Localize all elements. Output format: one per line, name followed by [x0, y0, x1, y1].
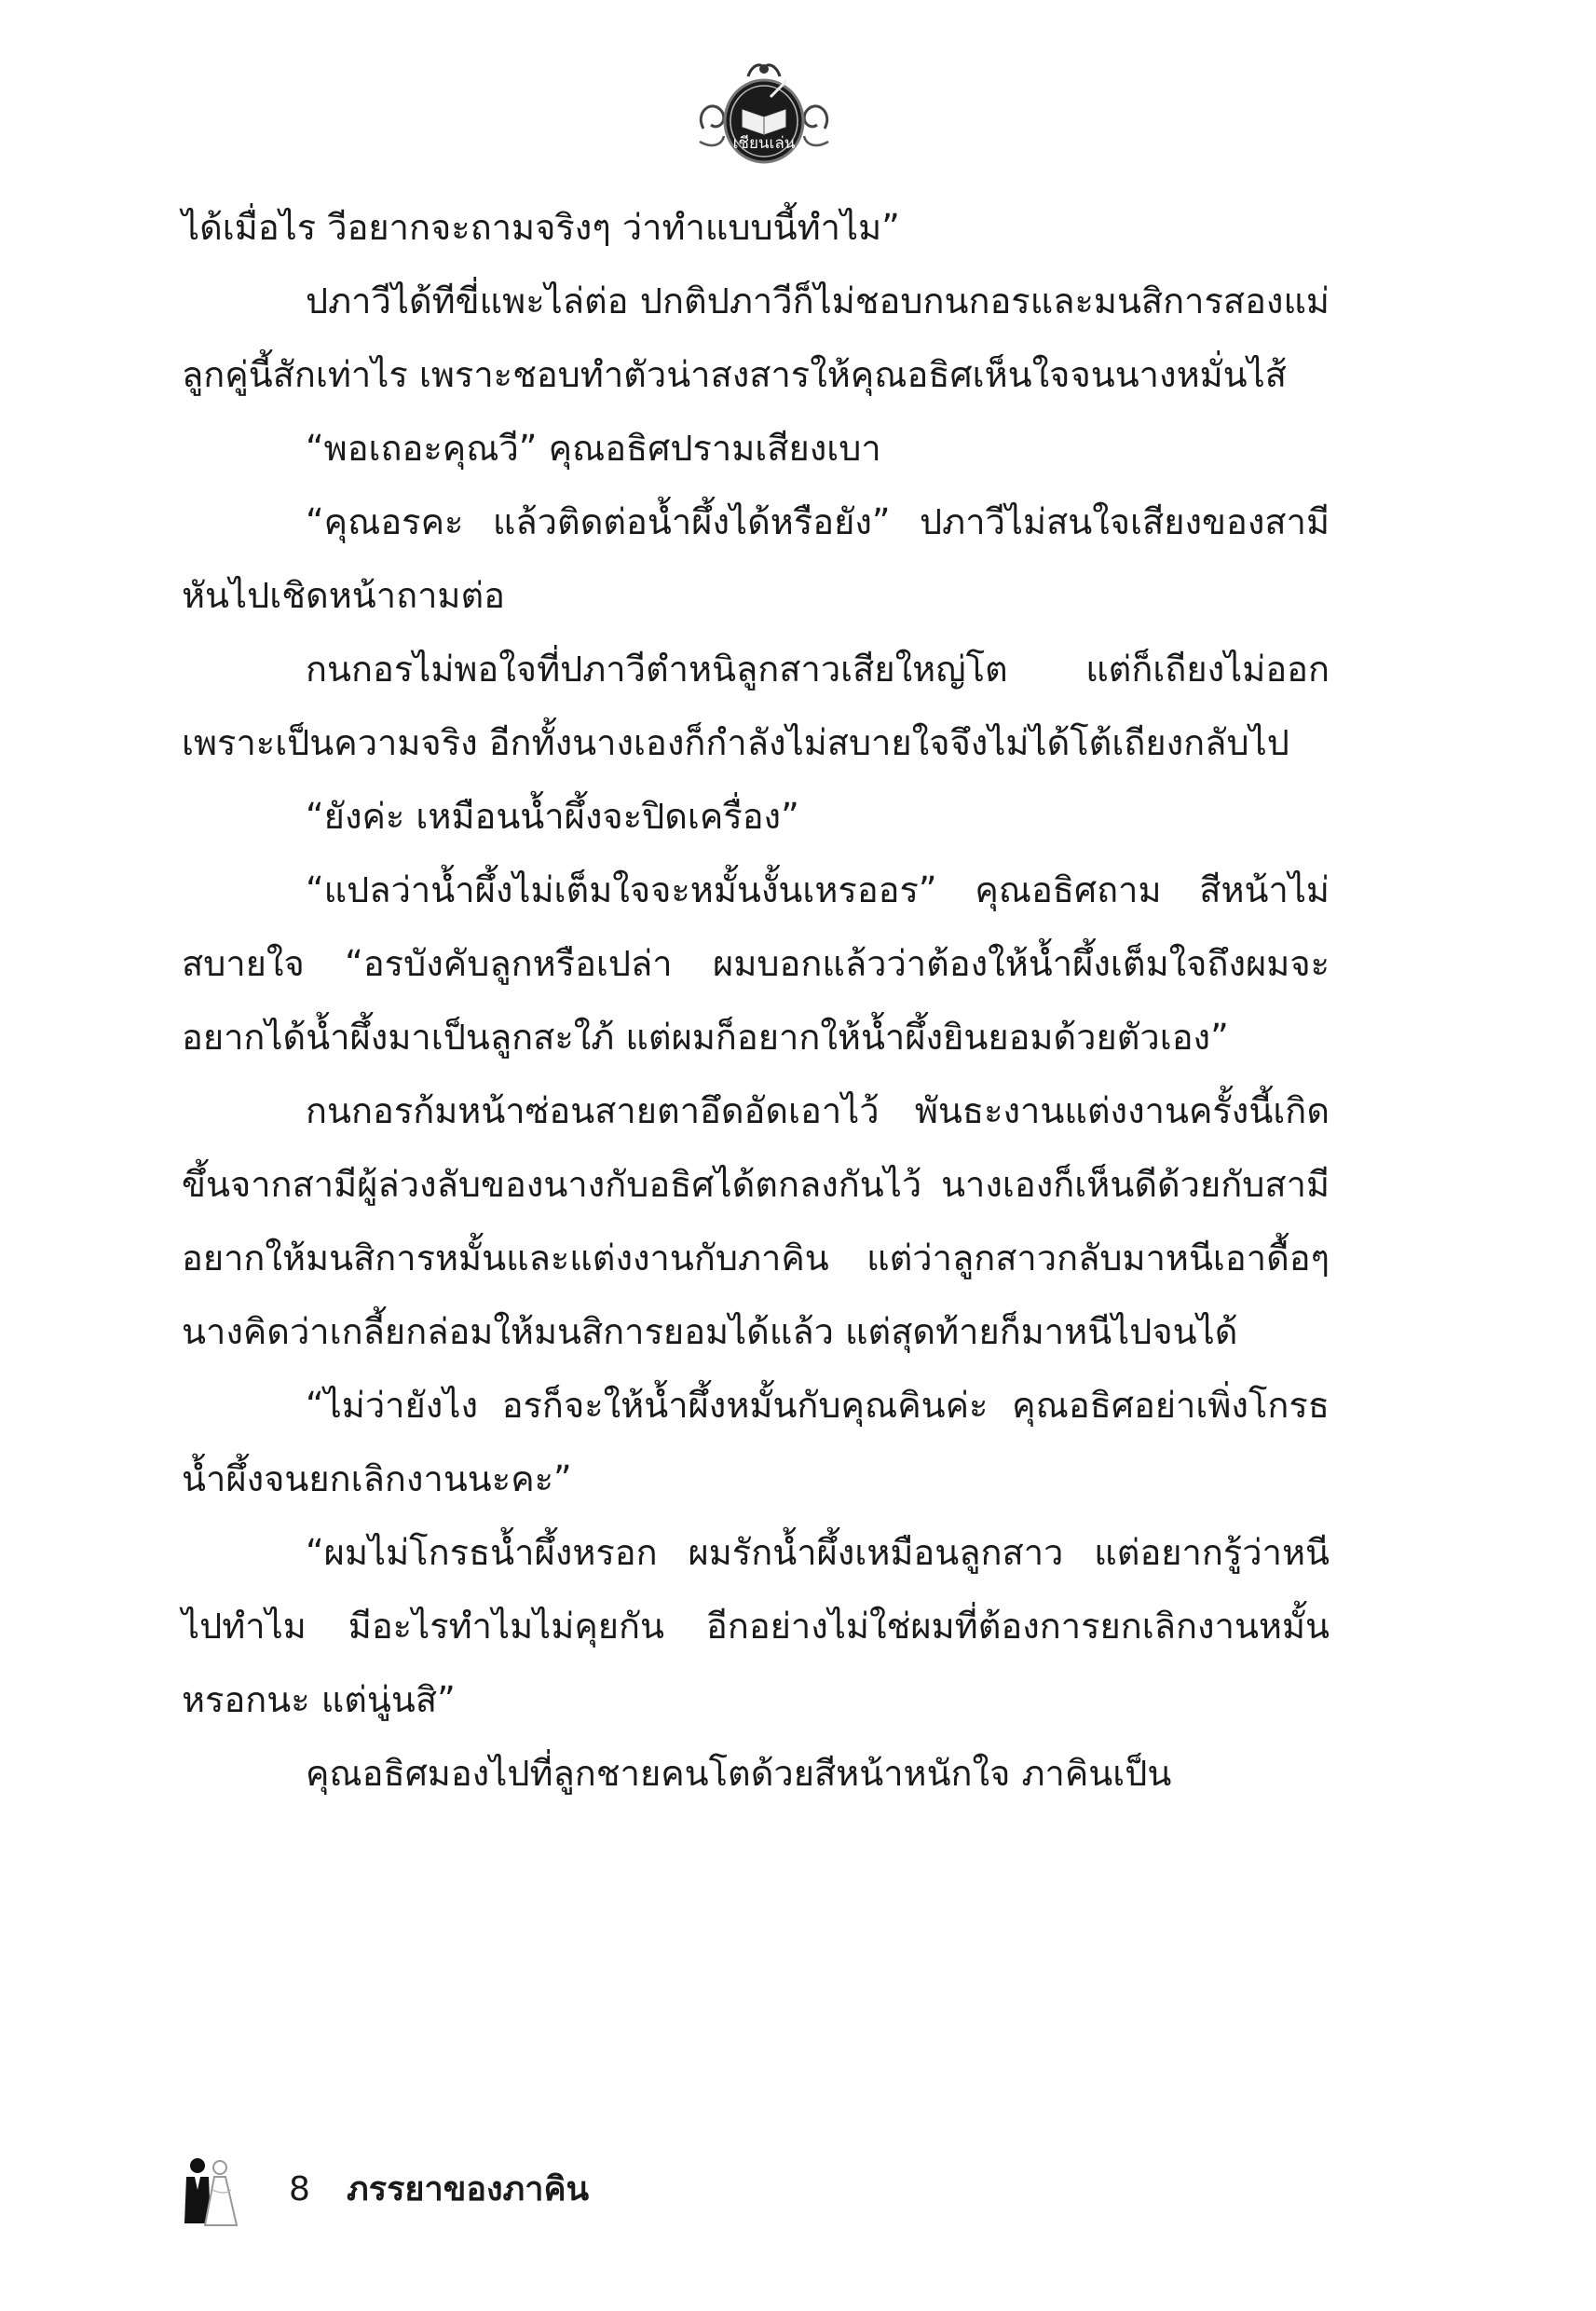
page-number: 8 [289, 2170, 310, 2208]
wedding-couple-icon [179, 2153, 239, 2227]
header-emblem [694, 56, 834, 168]
body-text [182, 191, 1330, 1811]
book-title: ภรรยาของภาคิน [347, 2170, 590, 2208]
paragraph: กนกอรไม่พอใจที่ปภาวีตำหนิลูกสาวเสียใหญ่โต แต่ก็เถียงไม่ออกเพราะเป็นความจริง อีกทั้งนางเองก็กำลังไม่สบายใจจึงไม่ได้โต้เถียงกลับไป [182, 649, 1330, 763]
paragraph: คุณอธิศมองไปที่ลูกชายคนโตด้วยสีหน้าหนักใจ ภาคินเป็น [306, 1753, 1172, 1794]
paragraph: “ไม่ว่ายังไง อรก็จะให้น้ำผึ้งหมั้นกับคุณคินค่ะ คุณอธิศอย่าเพิ่งโกรธน้ำผึ้งจนยกเลิกงานนะคะ” [182, 1385, 1330, 1499]
paragraph: “พอเถอะคุณวี” คุณอธิศปรามเสียงเบา [306, 428, 881, 469]
emblem-text: เชียนเล่น [732, 134, 796, 153]
paragraph: “คุณอรคะ แล้วติดต่อน้ำผึ้งได้หรือยัง” ปภาวีไม่สนใจเสียงของสามี หันไปเชิดหน้าถามต่อ [182, 501, 1330, 616]
page-footer [179, 2153, 1017, 2227]
paragraph: ปภาวีได้ทีขี่แพะไล่ต่อ ปกติปภาวีก็ไม่ชอบกนกอรและมนสิการสองแม่ลูกคู่นี้สักเท่าไร เพราะชอบทำตัวน่าสงสารให้คุณอธิศเห็นใจจนนางหมั่นไส้ [182, 280, 1330, 395]
paragraph: ได้เมื่อไร วีอยากจะถามจริงๆ ว่าทำแบบนี้ทำไม” [182, 207, 900, 248]
paragraph: กนกอรก้มหน้าซ่อนสายตาอึดอัดเอาไว้ พันธะงานแต่งงานครั้งนี้เกิดขึ้นจากสามีผู้ล่วงลับของนางกับอธิศได้ตกลงกันไว้ นางเองก็เห็นดีด้วยกับสามี อยากให้มนสิการหมั้นและแต่งงานกับภาคิน แต่ว่าลูกสาวกลับมาหนีเอาดื้อๆ นางคิดว่าเกลี้ยกล่อมให้มนสิการยอมได้แล้ว แต่สุดท้ายก็มาหนีไปจนได้ [182, 1090, 1330, 1352]
paragraph: “แปลว่าน้ำผึ้งไม่เต็มใจจะหมั้นงั้นเหรออร” คุณอธิศถาม สีหน้าไม่สบายใจ “อรบังคับลูกหรือเปล่า ผมบอกแล้วว่าต้องให้น้ำผึ้งเต็มใจถึงผมจะอยากได้น้ำผึ้งมาเป็นลูกสะใภ้ แต่ผมก็อยากให้น้ำผึ้งยินยอมด้วยตัวเอง” [182, 869, 1330, 1058]
paragraph: “ยังค่ะ เหมือนน้ำผึ้งจะปิดเครื่อง” [306, 796, 799, 837]
paragraph: “ผมไม่โกรธน้ำผึ้งหรอก ผมรักน้ำผึ้งเหมือนลูกสาว แต่อยากรู้ว่าหนีไปทำไม มีอะไรทำไมไม่คุยกัน อีกอย่างไม่ใช่ผมที่ต้องการยกเลิกงานหมั้นหรอกนะ แต่นู่นสิ” [182, 1532, 1330, 1720]
